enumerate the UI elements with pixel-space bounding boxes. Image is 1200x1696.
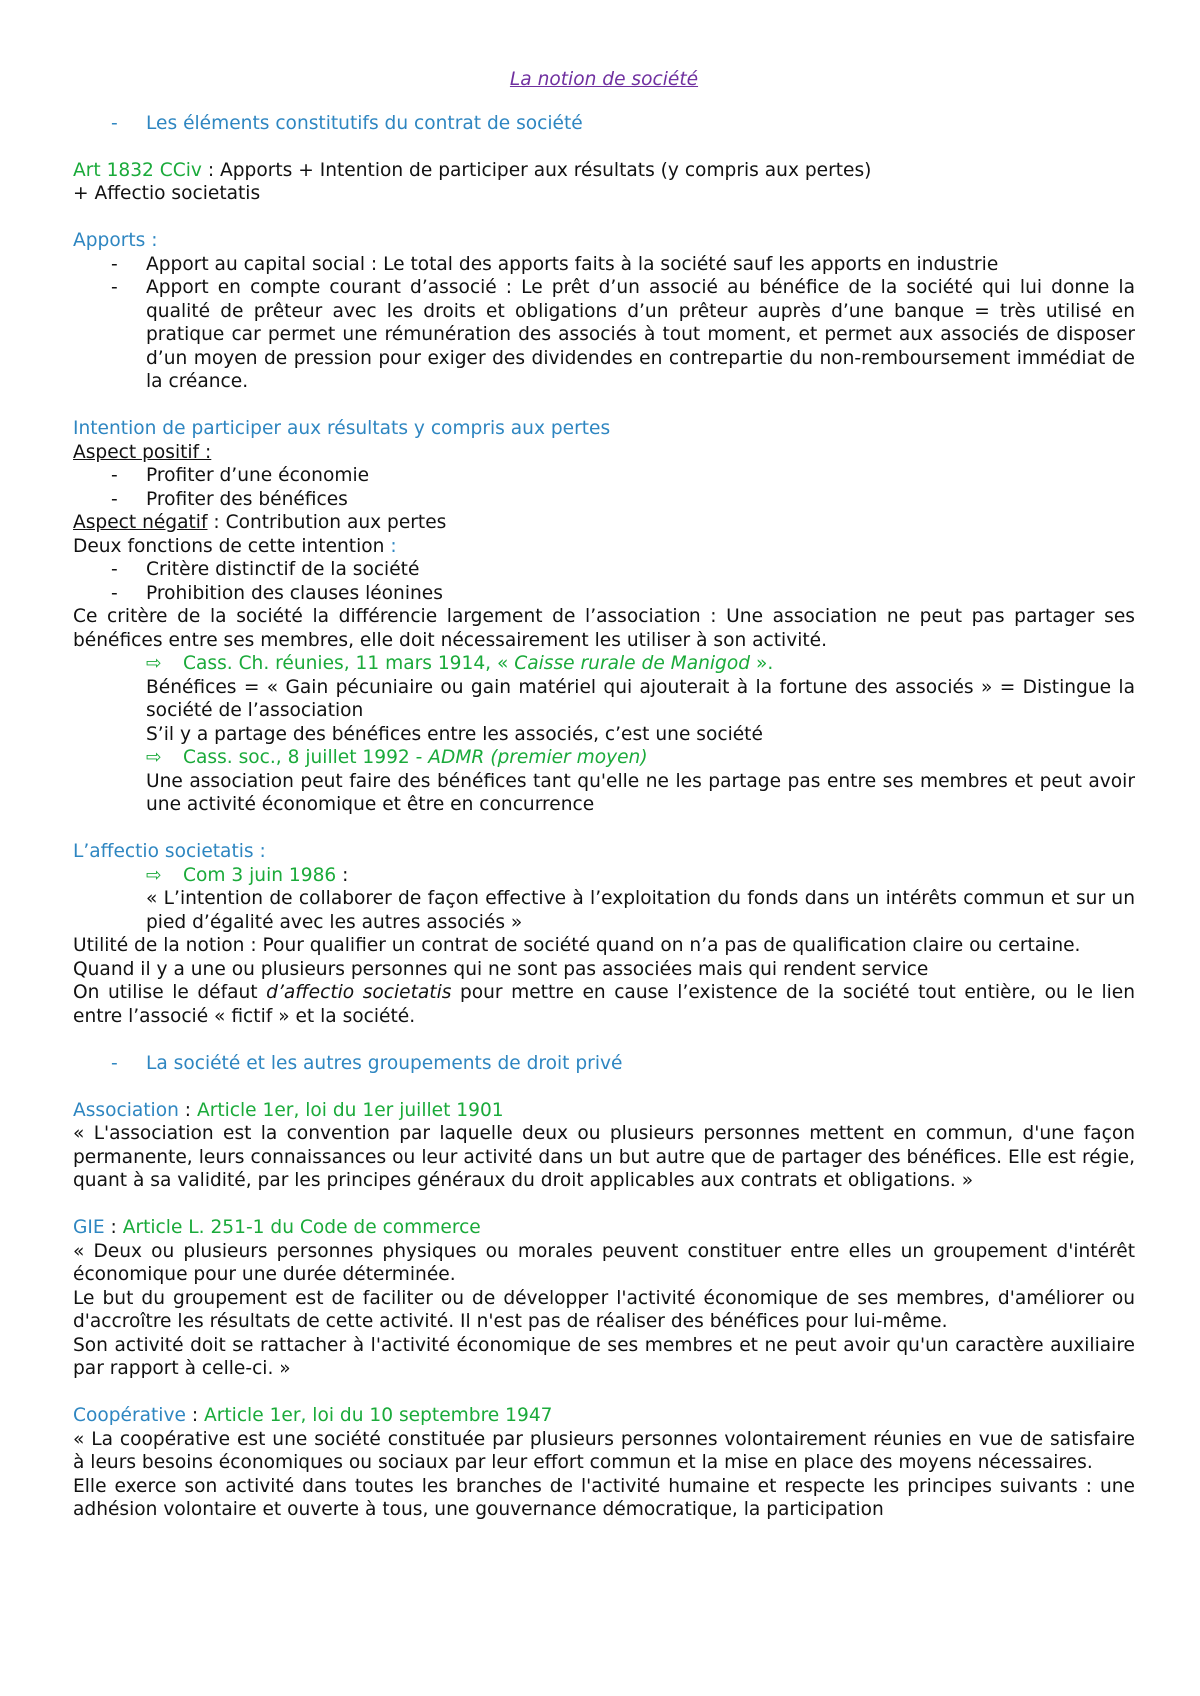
- list-item: - Critère distinctif de la société: [111, 559, 420, 580]
- case-reference-manigod: ⇨ Cass. Ch. réunies, 11 mars 1914, « Caisse rurale de Manigod ».: [146, 653, 774, 674]
- arrow-icon: ⇨: [146, 864, 162, 886]
- list-dash: -: [111, 1052, 118, 1074]
- list-item: - Apport en compte courant d’associé : Le prêt d’un associé au bénéfice de la société qui lui donne la qualité de prêteur avec les droits et obligations d’un prêteur auprès d’une banque = très utilisé en pratique car permet une rémunération des associés à tout moment, et permet aux associés de disposer d’un moyen de pression pour exiger des dividendes en contrepartie du non-remboursement immédiat de la créance.: [111, 277, 1135, 392]
- association-benefices-paragraph: Une association peut faire des bénéfices tant qu'elle ne les partage pas entre ses membres et peut avoir une activité économique et être en concurrence: [146, 770, 1135, 815]
- cooperative-quote-p1: « La coopérative est une société constituée par plusieurs personnes volontairement réunies en vue de satisfaire à leurs besoins économiques ou sociaux par leur effort commun et la mise en place des moyens nécessaires.: [73, 1428, 1135, 1473]
- intention-heading: Intention de participer aux résultats y compris aux pertes: [73, 418, 611, 439]
- cooperative-heading: Coopérative : Article 1er, loi du 10 septembre 1947: [73, 1405, 553, 1426]
- list-item: - Prohibition des clauses léonines: [111, 582, 443, 604]
- apports-heading: Apports :: [73, 230, 158, 251]
- list-item: - Profiter des bénéfices: [111, 488, 348, 510]
- article-reference: Art 1832 CCiv: [73, 159, 202, 181]
- section-heading-groupements: - La société et les autres groupements de droit privé: [111, 1052, 623, 1074]
- defaut-paragraph: On utilise le défaut d’affectio societatis pour mettre en cause l’existence de la société tout entière, ou le lien entre l’associé « fictif » et la société.: [73, 982, 1135, 1027]
- document-page: [73, 68, 1135, 1522]
- page-title: La notion de société: [509, 69, 699, 90]
- utilite-paragraph: Utilité de la notion : Pour qualifier un contrat de société quand on n’a pas de qualification claire ou certaine.: [73, 935, 1081, 956]
- deux-fonctions-line: Deux fonctions de cette intention :: [73, 535, 397, 557]
- gie-heading: GIE : Article L. 251-1 du Code de commerce: [73, 1217, 481, 1238]
- aspect-negatif-line: Aspect négatif : Contribution aux pertes: [73, 512, 447, 533]
- list-item: - Apport au capital social : Le total des apports faits à la société sauf les apports en industrie: [111, 253, 999, 275]
- cooperative-quote-p2: Elle exerce son activité dans toutes les branches de l'activité humaine et respecte les principes suivants : une adhésion volontaire et ouverte à tous, une gouvernance démocratique, la participation: [73, 1475, 1135, 1520]
- gie-quote-p3: Son activité doit se rattacher à l'activité économique de ses membres et ne peut avoir qu'un caractère auxiliaire par rapport à celle-ci. »: [73, 1334, 1135, 1379]
- aspect-positif-label: Aspect positif :: [73, 441, 212, 463]
- critere-paragraph: Ce critère de la société la différencie largement de l’association : Une association ne peut pas partager ses bénéfices entre ses membres, elle doit nécessairement les utiliser à son activité.: [73, 606, 1135, 651]
- section-heading-elements: - Les éléments constitutifs du contrat de société: [111, 112, 583, 134]
- quand-line: Quand il y a une ou plusieurs personnes qui ne sont pas associées mais qui rendent service: [73, 958, 929, 980]
- affectio-quote: « L’intention de collaborer de façon effective à l’exploitation du fonds dans un intérêts commun et sur un pied d’égalité avec les autres associés »: [146, 888, 1135, 933]
- association-quote: « L'association est la convention par laquelle deux ou plusieurs personnes mettent en commun, d'une façon permanente, leurs connaissances ou leur activité dans un but autre que de partager des bénéfices. Elle est régie, quant à sa validité, par les principes généraux du droit applicables aux contrats et obligations. »: [73, 1123, 1135, 1191]
- list-item: - Profiter d’une économie: [111, 465, 370, 486]
- list-dash: -: [111, 112, 118, 134]
- affectio-heading: L’affectio societatis :: [73, 841, 266, 862]
- art-1832-line: Art 1832 CCiv : Apports + Intention de participer aux résultats (y compris aux pertes): [73, 159, 872, 181]
- partage-line: S’il y a partage des bénéfices entre les associés, c’est une société: [146, 723, 763, 745]
- arrow-icon: ⇨: [146, 747, 162, 768]
- benefices-definition: Bénéfices = « Gain pécuniaire ou gain matériel qui ajouterait à la fortune des associés » = Distingue la société de l’association: [146, 676, 1135, 721]
- case-reference-com: ⇨ Com 3 juin 1986 :: [146, 864, 349, 886]
- case-reference-admr: ⇨ Cass. soc., 8 juillet 1992 - ADMR (premier moyen): [146, 747, 648, 768]
- gie-quote-p2: Le but du groupement est de faciliter ou de développer l'activité économique de ses membres, d'améliorer ou d'accroître les résultats de cette activité. Il n'est pas de réaliser des bénéfices pour lui-même.: [73, 1287, 1135, 1332]
- gie-quote-p1: « Deux ou plusieurs personnes physiques ou morales peuvent constituer entre elles un groupement d'intérêt économique pour une durée déterminée.: [73, 1240, 1135, 1285]
- association-heading: Association : Article 1er, loi du 1er juillet 1901: [73, 1099, 504, 1121]
- arrow-icon: ⇨: [146, 653, 162, 674]
- art-1832-line-2: + Affectio societatis: [73, 183, 261, 204]
